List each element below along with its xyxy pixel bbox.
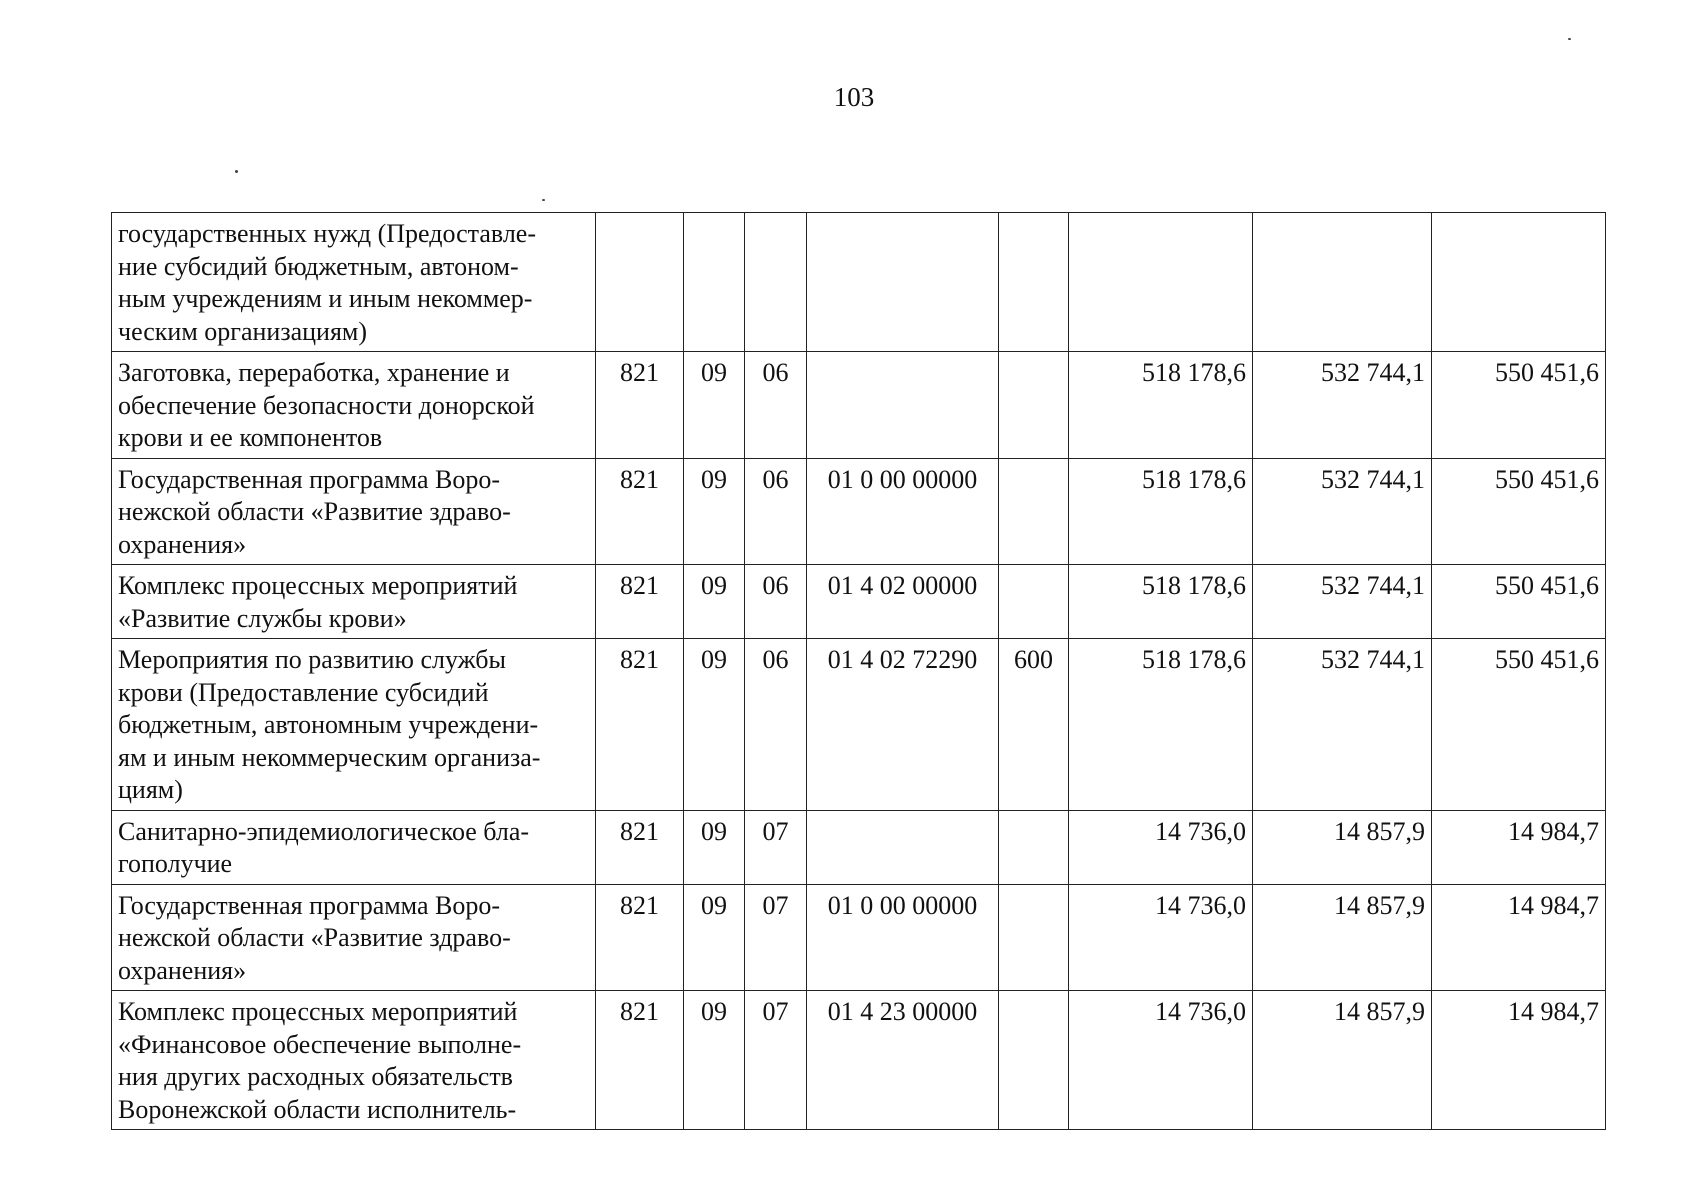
expense-type-cell	[999, 991, 1069, 1130]
ministry-code-cell: 821	[596, 565, 684, 639]
section-code-cell: 09	[684, 884, 745, 991]
table-row	[112, 458, 1606, 565]
item-name-line: государственных нужд (Предоставле-	[118, 219, 536, 248]
item-name-line: охранения»	[118, 955, 247, 985]
sum-year-1-cell: 518 178,6	[1069, 352, 1253, 459]
expense-type-cell	[999, 213, 1069, 352]
table-row	[112, 213, 1606, 352]
sum-year-1-cell: 14 736,0	[1069, 810, 1253, 884]
table-row	[112, 352, 1606, 459]
subsection-code-cell	[745, 213, 807, 352]
section-code-cell: 09	[684, 639, 745, 811]
item-name-line: Комплекс процессных мероприятий	[118, 571, 518, 600]
sum-year-2-cell: 14 857,9	[1253, 991, 1432, 1130]
sum-year-2-cell: 532 744,1	[1253, 458, 1432, 565]
sum-year-1-cell: 14 736,0	[1069, 884, 1253, 991]
target-article-cell: 01 4 02 72290	[807, 639, 999, 811]
budget-table	[111, 212, 1606, 1130]
ministry-code-cell: 821	[596, 884, 684, 991]
item-name-line: крови (Предоставление субсидий	[118, 677, 489, 707]
item-name-line: ным учреждениям и иным некоммер-	[118, 284, 533, 313]
target-article-cell	[807, 810, 999, 884]
item-name-cell	[112, 991, 596, 1130]
ministry-code-cell: 821	[596, 991, 684, 1130]
sum-year-3-cell: 550 451,6	[1432, 458, 1606, 565]
item-name-line: гополучие	[118, 849, 233, 878]
sum-year-3-cell: 14 984,7	[1432, 991, 1606, 1130]
item-name-cell	[112, 884, 596, 991]
expense-type-cell	[999, 565, 1069, 639]
section-code-cell: 09	[684, 352, 745, 459]
item-name-line: обеспечение безопасности донорской	[118, 390, 535, 420]
sum-year-1-cell: 14 736,0	[1069, 991, 1253, 1130]
item-name-cell	[112, 352, 596, 459]
item-name-line: крови и ее компонентов	[118, 423, 383, 452]
item-name-line: ям и иным некоммерческим организа-	[118, 742, 541, 772]
table-row	[112, 991, 1606, 1130]
ministry-code-cell	[596, 213, 684, 352]
scan-speck	[542, 199, 545, 201]
target-article-cell: 01 0 00 00000	[807, 458, 999, 565]
item-name-line: Государственная программа Воро-	[118, 890, 501, 920]
item-name-line: Санитарно-эпидемиологическое бла-	[118, 816, 530, 846]
subsection-code-cell: 07	[745, 810, 807, 884]
subsection-code-cell: 06	[745, 565, 807, 639]
section-code-cell: 09	[684, 458, 745, 565]
item-name-line: ческим организациям)	[118, 316, 368, 346]
table-row	[112, 639, 1606, 811]
sum-year-2-cell: 532 744,1	[1253, 565, 1432, 639]
section-code-cell: 09	[684, 991, 745, 1130]
item-name-line: охранения»	[118, 529, 247, 559]
sum-year-3-cell: 550 451,6	[1432, 639, 1606, 811]
subsection-code-cell: 06	[745, 639, 807, 811]
scan-speck	[1568, 38, 1571, 40]
item-name-line: Комплекс процессных мероприятий	[118, 997, 518, 1026]
item-name-cell	[112, 639, 596, 811]
sum-year-2-cell: 532 744,1	[1253, 352, 1432, 459]
sum-year-2-cell: 532 744,1	[1253, 639, 1432, 811]
expense-type-cell	[999, 884, 1069, 991]
page-number: 103	[833, 82, 875, 112]
item-name-line: Воронежской области исполнитель-	[118, 1094, 517, 1124]
sum-year-1-cell: 518 178,6	[1069, 639, 1253, 811]
item-name-line: Государственная программа Воро-	[118, 464, 501, 494]
target-article-cell: 01 0 00 00000	[807, 884, 999, 991]
ministry-code-cell: 821	[596, 352, 684, 459]
subsection-code-cell: 07	[745, 884, 807, 991]
sum-year-1-cell: 518 178,6	[1069, 565, 1253, 639]
item-name-line: Мероприятия по развитию службы	[118, 645, 506, 674]
item-name-line: Заготовка, переработка, хранение и	[118, 358, 510, 387]
expense-type-cell	[999, 352, 1069, 459]
expense-type-cell: 600	[999, 639, 1069, 811]
item-name-line: бюджетным, автономным учреждени-	[118, 710, 539, 739]
section-code-cell: 09	[684, 565, 745, 639]
subsection-code-cell: 06	[745, 352, 807, 459]
subsection-code-cell: 06	[745, 458, 807, 565]
target-article-cell	[807, 352, 999, 459]
item-name-cell	[112, 810, 596, 884]
table-row	[112, 810, 1606, 884]
item-name-line: «Развитие службы крови»	[118, 603, 407, 633]
expense-type-cell	[999, 810, 1069, 884]
scan-speck	[235, 170, 238, 173]
target-article-cell: 01 4 02 00000	[807, 565, 999, 639]
item-name-line: нежской области «Развитие здраво-	[118, 497, 511, 526]
item-name-cell	[112, 565, 596, 639]
sum-year-3-cell: 14 984,7	[1432, 810, 1606, 884]
ministry-code-cell: 821	[596, 458, 684, 565]
target-article-cell: 01 4 23 00000	[807, 991, 999, 1130]
item-name-line: нежской области «Развитие здраво-	[118, 923, 511, 952]
ministry-code-cell: 821	[596, 810, 684, 884]
sum-year-3-cell: 550 451,6	[1432, 565, 1606, 639]
section-code-cell	[684, 213, 745, 352]
table-row	[112, 565, 1606, 639]
sum-year-2-cell: 14 857,9	[1253, 884, 1432, 991]
sum-year-1-cell: 518 178,6	[1069, 458, 1253, 565]
sum-year-3-cell	[1432, 213, 1606, 352]
item-name-cell	[112, 213, 596, 352]
item-name-cell	[112, 458, 596, 565]
expense-type-cell	[999, 458, 1069, 565]
ministry-code-cell: 821	[596, 639, 684, 811]
item-name-line: циям)	[118, 775, 183, 804]
sum-year-1-cell	[1069, 213, 1253, 352]
table-row	[112, 884, 1606, 991]
subsection-code-cell: 07	[745, 991, 807, 1130]
sum-year-2-cell	[1253, 213, 1432, 352]
sum-year-3-cell: 14 984,7	[1432, 884, 1606, 991]
sum-year-2-cell: 14 857,9	[1253, 810, 1432, 884]
target-article-cell	[807, 213, 999, 352]
item-name-line: ние субсидий бюджетным, автоном-	[118, 251, 519, 281]
item-name-line: ния других расходных обязательств	[118, 1062, 513, 1091]
budget-table-body	[112, 213, 1606, 1130]
section-code-cell: 09	[684, 810, 745, 884]
item-name-line: «Финансовое обеспечение выполне-	[118, 1029, 522, 1059]
sum-year-3-cell: 550 451,6	[1432, 352, 1606, 459]
